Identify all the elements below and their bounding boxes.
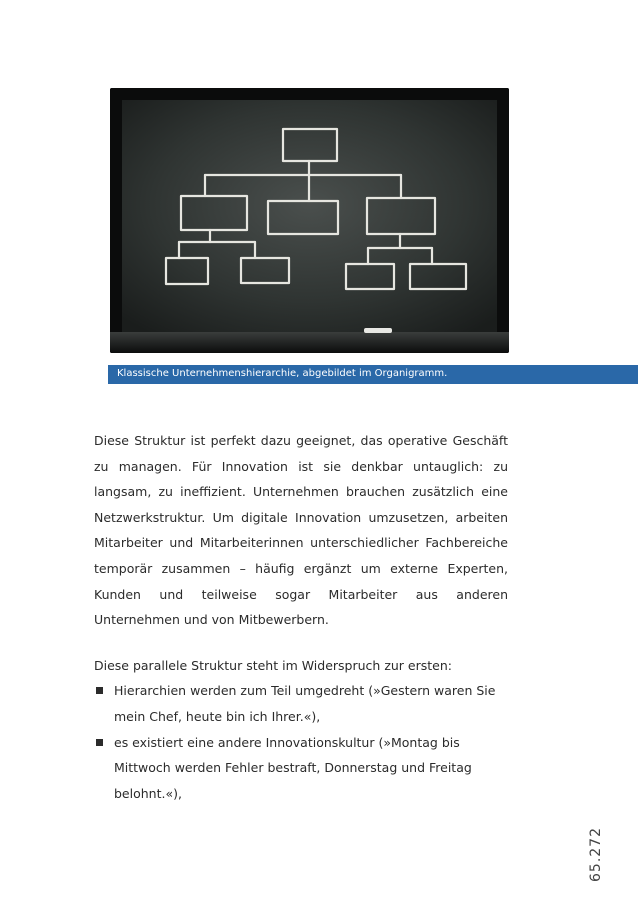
list-item-text: es existiert eine andere Innovationskultur (»Montag bis Mittwoch werden Fehler bestraft, Donnerstag und Freitag belohnt.«),	[114, 734, 472, 801]
square-bullet-icon	[96, 739, 103, 746]
list-item-text: Hierarchien werden zum Teil umgedreht (»Gestern waren Sie mein Chef, heute bin ich Ihrer.«),	[114, 683, 496, 724]
board-ledge	[110, 332, 509, 353]
paragraph-structure: Diese Struktur ist perfekt dazu geeignet, das operative Geschäft zu managen. Für Innovation ist sie denkbar untauglich: zu langsam, zu ineffizient. Unternehmen brauchen zusätzlich eine Netzwerkstruktur. Um digitale Innovation umzusetzen, arbeiten Mitarbeiter und Mitarbeiterinnen unterschiedlicher Fachbereiche temporär zusammen – häufig ergänzt um externe Experten, Kunden und teilweise sogar Mitarbeiter aus anderen Unternehmen und von Mitbewerbern.	[94, 433, 508, 628]
paragraph-parallel-structure: Diese parallele Struktur steht im Widerspruch zur ersten:	[94, 657, 452, 673]
list-item	[94, 678, 508, 729]
org-chart-drawing	[110, 88, 509, 353]
list-item	[94, 730, 508, 807]
bullet-list	[94, 678, 508, 806]
figure-caption: Klassische Unternehmenshierarchie, abgebildet im Organigramm.	[117, 368, 448, 379]
square-bullet-icon	[96, 687, 103, 694]
body-text	[94, 428, 508, 806]
board-surface	[122, 100, 497, 332]
page-number: 65.272	[588, 827, 604, 882]
chalkboard-figure	[110, 88, 509, 353]
figure-caption-bar	[108, 365, 638, 384]
chalk-piece	[364, 328, 392, 333]
